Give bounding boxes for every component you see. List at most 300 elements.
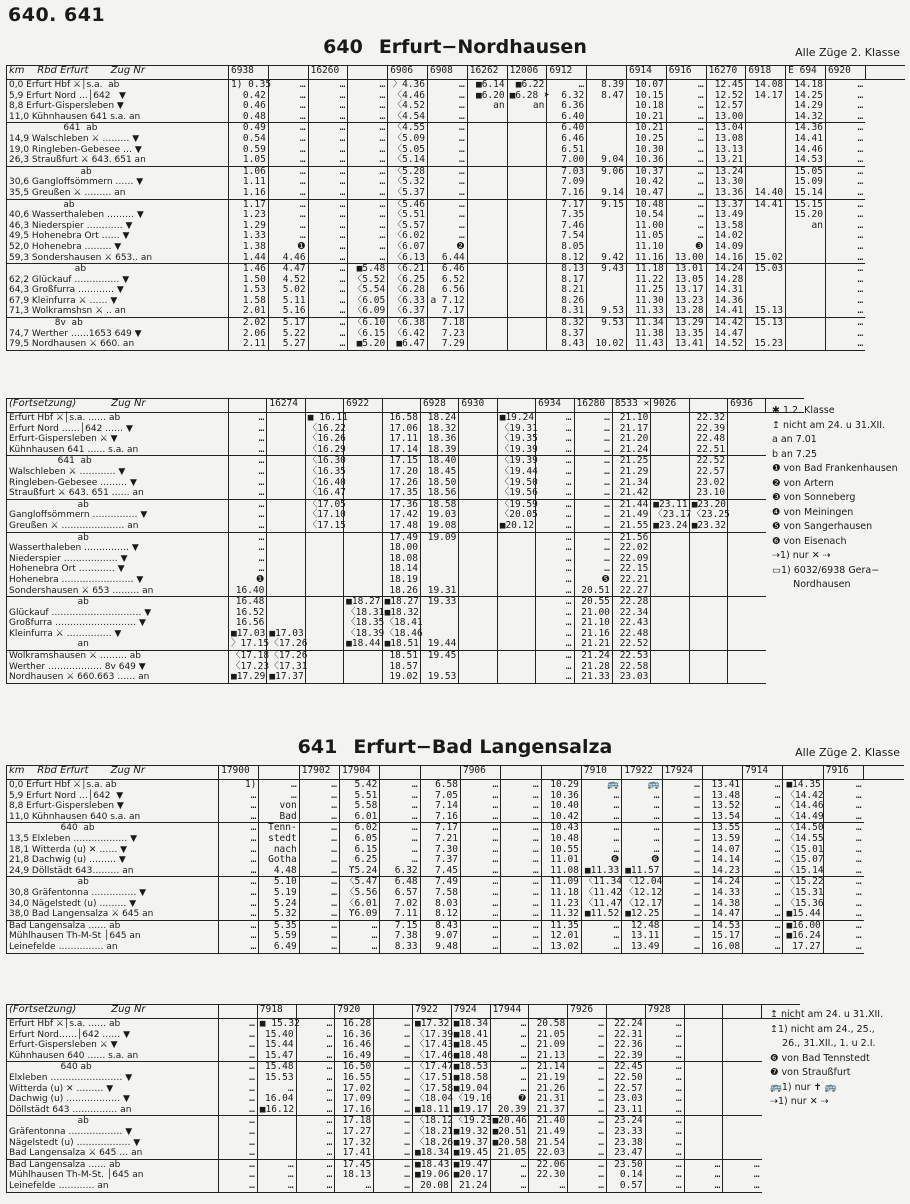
departure-time: 14.36 bbox=[786, 123, 826, 134]
departure-time bbox=[344, 478, 382, 489]
departure-time bbox=[728, 543, 766, 554]
table-row bbox=[7, 80, 906, 91]
departure-time: 12.52 bbox=[706, 91, 746, 102]
departure-time: an bbox=[507, 101, 547, 112]
departure-time: … bbox=[501, 931, 541, 942]
departure-time: 17.45 bbox=[335, 1159, 374, 1170]
departure-time: 〈18.41 bbox=[382, 618, 420, 629]
departure-time: 14.16 bbox=[706, 253, 746, 264]
departure-time: 19.45 bbox=[420, 651, 458, 662]
table-row bbox=[7, 639, 805, 650]
departure-time: 〈17.46 bbox=[412, 1051, 451, 1062]
departure-time bbox=[267, 424, 305, 435]
departure-time bbox=[651, 478, 689, 489]
departure-time: … bbox=[645, 1170, 684, 1181]
station-name: 8,8 Erfurt-Gispersleben ▼ bbox=[7, 101, 229, 112]
departure-time bbox=[651, 672, 689, 683]
departure-time bbox=[267, 413, 305, 424]
departure-time bbox=[305, 629, 343, 640]
departure-time: … bbox=[427, 231, 467, 242]
departure-time: 9.43 bbox=[587, 264, 627, 275]
departure-time: 7.16 bbox=[420, 812, 460, 823]
departure-time: 6.01 bbox=[340, 812, 380, 823]
departure-time bbox=[746, 145, 786, 156]
departure-time: … bbox=[268, 145, 308, 156]
departure-time: ❶ bbox=[268, 242, 308, 253]
departure-time: … bbox=[825, 275, 865, 286]
departure-time: 8.03 bbox=[420, 899, 460, 910]
departure-time bbox=[746, 101, 786, 112]
departure-time: 21.05 bbox=[490, 1148, 529, 1159]
departure-time: … bbox=[460, 780, 500, 791]
departure-time: 〈6.01 bbox=[340, 899, 380, 910]
departure-time: … bbox=[229, 521, 267, 532]
departure-time: … bbox=[574, 478, 612, 489]
departure-time: 16.04 bbox=[257, 1094, 296, 1105]
departure-time: 〈19.39 bbox=[497, 456, 535, 467]
departure-time: 14.53 bbox=[702, 920, 742, 931]
table-row bbox=[7, 942, 905, 953]
departure-time: … bbox=[299, 801, 339, 812]
departure-time: 14.41 bbox=[706, 306, 746, 317]
departure-time bbox=[497, 586, 535, 597]
departure-time: 〈17.18 bbox=[229, 651, 267, 662]
train-number: 8533 ✕ bbox=[612, 399, 650, 413]
departure-time: … bbox=[823, 812, 863, 823]
train-number bbox=[606, 1005, 645, 1019]
departure-time bbox=[459, 651, 497, 662]
train-number bbox=[497, 399, 535, 413]
departure-time: 21.09 bbox=[529, 1040, 568, 1051]
departure-time: 0.49 bbox=[229, 123, 269, 134]
station-name: 74,7 Werther ……1653 649 ▼ bbox=[7, 329, 229, 340]
departure-time bbox=[267, 499, 305, 510]
departure-time: … bbox=[501, 823, 541, 834]
station-name: Nordhausen ⚔ 660.663 …… an bbox=[7, 672, 229, 683]
legend-item: ❷ von Artern bbox=[772, 477, 834, 489]
station-name: Erfurt Nord ……│642 …… ▼ bbox=[7, 424, 229, 435]
departure-time: 13.48 bbox=[702, 791, 742, 802]
station-name: 30,8 Gräfentonna …………… ▼ bbox=[7, 888, 219, 899]
train-number: 6912 bbox=[547, 66, 587, 80]
departure-time: 6.57 bbox=[380, 888, 420, 899]
departure-time: … bbox=[229, 488, 267, 499]
departure-time: 5.02 bbox=[268, 285, 308, 296]
departure-time bbox=[507, 318, 547, 329]
departure-time: 〈19.59 bbox=[497, 499, 535, 510]
train-number bbox=[268, 66, 308, 80]
departure-time: 〈16.22 bbox=[305, 424, 343, 435]
legend-640 bbox=[772, 404, 898, 593]
departure-time: 12.01 bbox=[541, 931, 581, 942]
departure-time: 1.16 bbox=[229, 188, 269, 199]
station-name: Döllstädt 643 …………… an bbox=[7, 1105, 219, 1116]
departure-time bbox=[305, 564, 343, 575]
departure-time: … bbox=[299, 791, 339, 802]
departure-time: … bbox=[825, 339, 865, 350]
section-641-note: Alle Züge 2. Klasse bbox=[795, 746, 900, 759]
departure-time: 7.00 bbox=[547, 155, 587, 166]
departure-time: 1.06 bbox=[229, 166, 269, 177]
departure-time: 〈17.26 bbox=[267, 639, 305, 650]
departure-time bbox=[746, 166, 786, 177]
column-header-station: (Fortsetzung) Zug Nr bbox=[7, 399, 229, 413]
departure-time: 13.54 bbox=[702, 812, 742, 823]
departure-time: … bbox=[666, 101, 706, 112]
departure-time bbox=[651, 413, 689, 424]
departure-time: 21.19 bbox=[529, 1073, 568, 1084]
station-name: 52,0 Hohenebra ……… ▼ bbox=[7, 242, 229, 253]
departure-time: 13.30 bbox=[706, 177, 746, 188]
legend-item: ❻ von Bad Tennstedt bbox=[770, 1052, 870, 1064]
departure-time: 11.34 bbox=[626, 318, 666, 329]
station-name: 71,3 Wolkramshsn ⚔ .. an bbox=[7, 306, 229, 317]
train-number: 9026 bbox=[651, 399, 689, 413]
departure-time: … bbox=[574, 521, 612, 532]
departure-time bbox=[723, 1094, 762, 1105]
station-name: ab bbox=[7, 597, 229, 608]
departure-time: 21.40 bbox=[529, 1116, 568, 1127]
departure-time bbox=[651, 651, 689, 662]
departure-time: … bbox=[574, 554, 612, 565]
departure-time: … bbox=[825, 306, 865, 317]
departure-time: 18.50 bbox=[420, 478, 458, 489]
departure-time: … bbox=[268, 221, 308, 232]
departure-time: … bbox=[823, 942, 863, 953]
departure-time: 7.54 bbox=[547, 231, 587, 242]
departure-time: 7.09 bbox=[547, 177, 587, 188]
departure-time bbox=[507, 210, 547, 221]
departure-time: … bbox=[536, 424, 574, 435]
departure-time bbox=[305, 575, 343, 586]
departure-time: … bbox=[743, 823, 783, 834]
departure-time: 〈20.05 bbox=[497, 510, 535, 521]
departure-time: 10.29 bbox=[541, 780, 581, 791]
departure-time: 14.14 bbox=[702, 855, 742, 866]
departure-time bbox=[459, 672, 497, 683]
departure-time bbox=[723, 1040, 762, 1051]
departure-time: … bbox=[229, 413, 267, 424]
train-number bbox=[229, 399, 267, 413]
departure-time: … bbox=[374, 1170, 413, 1181]
departure-time: … bbox=[219, 920, 259, 931]
departure-time: 14.47 bbox=[706, 329, 746, 340]
departure-time: … bbox=[219, 791, 259, 802]
departure-time: … bbox=[308, 231, 348, 242]
departure-time bbox=[728, 456, 766, 467]
departure-time: 12.45 bbox=[706, 80, 746, 91]
departure-time: … bbox=[568, 1030, 607, 1041]
departure-time: 〈4.54 bbox=[388, 112, 428, 123]
departure-time: 〈17.39 bbox=[412, 1030, 451, 1041]
departure-time: 14.53 bbox=[786, 155, 826, 166]
departure-time: 21.24 bbox=[451, 1181, 490, 1192]
departure-time: 〈17.15 bbox=[305, 521, 343, 532]
departure-time: 22.53 bbox=[612, 651, 650, 662]
departure-time bbox=[459, 521, 497, 532]
departure-time: … bbox=[348, 210, 388, 221]
departure-time: ■18.45 bbox=[451, 1040, 490, 1051]
train-number bbox=[587, 66, 627, 80]
station-name: 13,5 Elxleben ……………… ▼ bbox=[7, 834, 219, 845]
departure-time: … bbox=[825, 285, 865, 296]
departure-time: 22.45 bbox=[606, 1062, 645, 1073]
departure-time: … bbox=[296, 1138, 335, 1149]
legend-item: ⇢1) nur ✕ ⇢ bbox=[772, 550, 831, 561]
departure-time bbox=[344, 521, 382, 532]
departure-time: … bbox=[574, 510, 612, 521]
departure-time: 13.01 bbox=[666, 264, 706, 275]
station-name: 40,6 Wasserthaleben ……… ▼ bbox=[7, 210, 229, 221]
departure-time: … bbox=[490, 1030, 529, 1041]
departure-time: … bbox=[348, 80, 388, 91]
departure-time bbox=[746, 123, 786, 134]
departure-time bbox=[344, 499, 382, 510]
departure-time bbox=[467, 296, 507, 307]
departure-time: stedt bbox=[259, 834, 299, 845]
departure-time: 8.39 bbox=[587, 80, 627, 91]
departure-time bbox=[507, 329, 547, 340]
departure-time bbox=[723, 1073, 762, 1084]
table-row bbox=[7, 445, 805, 456]
departure-time: 14.23 bbox=[702, 866, 742, 877]
train-number: 16274 bbox=[267, 399, 305, 413]
departure-time bbox=[267, 543, 305, 554]
departure-time: 15.14 bbox=[786, 188, 826, 199]
departure-time: ■14.35 bbox=[783, 780, 823, 791]
departure-time bbox=[467, 339, 507, 350]
departure-time: 1.44 bbox=[229, 253, 269, 264]
departure-time bbox=[267, 434, 305, 445]
departure-time bbox=[689, 672, 727, 683]
departure-time bbox=[651, 662, 689, 673]
departure-time bbox=[459, 413, 497, 424]
departure-time: 〈5.51 bbox=[388, 210, 428, 221]
departure-time: 14.18 bbox=[786, 80, 826, 91]
departure-time: … bbox=[645, 1073, 684, 1084]
departure-time: 5.11 bbox=[268, 296, 308, 307]
departure-time bbox=[467, 318, 507, 329]
departure-time: 2.11 bbox=[229, 339, 269, 350]
departure-time: … bbox=[825, 199, 865, 210]
departure-time: 12.57 bbox=[706, 101, 746, 112]
departure-time: … bbox=[662, 909, 702, 920]
station-name: Straußfurt ⚔ 643. 651 …… an bbox=[7, 488, 229, 499]
departure-time bbox=[689, 575, 727, 586]
departure-time: 4.46 bbox=[268, 253, 308, 264]
departure-time bbox=[305, 639, 343, 650]
departure-time: … bbox=[536, 532, 574, 543]
departure-time: 15.47 bbox=[257, 1051, 296, 1062]
departure-time: 〉4.36 bbox=[388, 80, 428, 91]
departure-time: 〈12.04 bbox=[622, 877, 662, 888]
departure-time: … bbox=[501, 780, 541, 791]
departure-time bbox=[723, 1030, 762, 1041]
departure-time: 8.47 bbox=[587, 91, 627, 102]
departure-time bbox=[689, 554, 727, 565]
departure-time: 〈4.52 bbox=[388, 101, 428, 112]
station-name: Gangloffsömmern …………… ▼ bbox=[7, 510, 229, 521]
departure-time: 7.14 bbox=[420, 801, 460, 812]
departure-time: … bbox=[536, 543, 574, 554]
departure-time bbox=[651, 488, 689, 499]
departure-time: 14.41 bbox=[746, 199, 786, 210]
departure-time: … bbox=[662, 877, 702, 888]
departure-time: … bbox=[825, 242, 865, 253]
departure-time: an bbox=[786, 221, 826, 232]
departure-time: 19.09 bbox=[420, 532, 458, 543]
departure-time: … bbox=[380, 834, 420, 845]
departure-time: … bbox=[296, 1148, 335, 1159]
departure-time: … bbox=[374, 1030, 413, 1041]
departure-time: … bbox=[743, 801, 783, 812]
station-name: ab bbox=[7, 499, 229, 510]
departure-time: 10.43 bbox=[541, 823, 581, 834]
departure-time: … bbox=[536, 488, 574, 499]
departure-time: ❺ bbox=[574, 575, 612, 586]
departure-time bbox=[786, 318, 826, 329]
departure-time: … bbox=[299, 899, 339, 910]
station-name: an bbox=[7, 639, 229, 650]
departure-time bbox=[746, 275, 786, 286]
departure-time: … bbox=[340, 920, 380, 931]
departure-time bbox=[587, 210, 627, 221]
departure-time: 〈5.14 bbox=[388, 155, 428, 166]
departure-time: 13.37 bbox=[706, 199, 746, 210]
departure-time: … bbox=[268, 210, 308, 221]
legend-item: ▭1) 6032/6938 Gera− bbox=[772, 564, 880, 576]
departure-time: 10.18 bbox=[626, 101, 666, 112]
departure-time: … bbox=[308, 242, 348, 253]
departure-time bbox=[459, 499, 497, 510]
departure-time: ■19.45 bbox=[451, 1148, 490, 1159]
departure-time: 14.29 bbox=[786, 101, 826, 112]
departure-time: ■11.52 bbox=[581, 909, 621, 920]
departure-time: 4.52 bbox=[268, 275, 308, 286]
departure-time bbox=[497, 564, 535, 575]
departure-time bbox=[689, 586, 727, 597]
departure-time: 22.27 bbox=[612, 586, 650, 597]
departure-time bbox=[723, 1062, 762, 1073]
departure-time: … bbox=[296, 1019, 335, 1030]
departure-time: … bbox=[299, 780, 339, 791]
station-name: Greußen ⚔ ………………… an bbox=[7, 521, 229, 532]
departure-time: a 7.12 bbox=[427, 296, 467, 307]
departure-time: … bbox=[219, 1159, 258, 1170]
departure-time: 1) 0.35 bbox=[229, 80, 269, 91]
station-name: 21,8 Dachwig (u) ……… ▼ bbox=[7, 855, 219, 866]
departure-time: 〈5.57 bbox=[388, 221, 428, 232]
departure-time: 22.52 bbox=[689, 456, 727, 467]
departure-time: 〈18.39 bbox=[344, 629, 382, 640]
departure-time: ■23.20 bbox=[689, 499, 727, 510]
station-name: Ringleben-Gebesee ……… ▼ bbox=[7, 478, 229, 489]
departure-time: 〈18.31 bbox=[344, 608, 382, 619]
departure-time: 6.58 bbox=[420, 780, 460, 791]
departure-time bbox=[684, 1094, 723, 1105]
departure-time bbox=[507, 112, 547, 123]
departure-time bbox=[723, 1148, 762, 1159]
departure-time: 11.16 bbox=[626, 253, 666, 264]
departure-time: … bbox=[348, 188, 388, 199]
departure-time: … bbox=[666, 134, 706, 145]
departure-time: 〈6.42 bbox=[388, 329, 428, 340]
departure-time: … bbox=[662, 823, 702, 834]
departure-time bbox=[467, 285, 507, 296]
departure-time: … bbox=[536, 499, 574, 510]
departure-time: … bbox=[501, 845, 541, 856]
table-row bbox=[7, 413, 805, 424]
departure-time bbox=[728, 639, 766, 650]
table-row bbox=[7, 306, 906, 317]
departure-time: 6.15 bbox=[340, 845, 380, 856]
departure-time bbox=[587, 242, 627, 253]
train-number: 6906 bbox=[388, 66, 428, 80]
departure-time: 5.32 bbox=[259, 909, 299, 920]
table-row bbox=[7, 672, 805, 683]
departure-time: … bbox=[296, 1073, 335, 1084]
departure-time bbox=[459, 639, 497, 650]
departure-time: … bbox=[374, 1094, 413, 1105]
departure-time bbox=[507, 242, 547, 253]
train-number bbox=[348, 66, 388, 80]
departure-time: 0.57 bbox=[606, 1181, 645, 1192]
departure-time: 15.53 bbox=[257, 1073, 296, 1084]
departure-time: … bbox=[490, 1040, 529, 1051]
departure-time: 22.58 bbox=[612, 662, 650, 673]
departure-time: 4.48 bbox=[259, 866, 299, 877]
departure-time: 6.46 bbox=[547, 134, 587, 145]
departure-time: 〈15.36 bbox=[783, 899, 823, 910]
departure-time: 9.07 bbox=[420, 931, 460, 942]
departure-time: 〈14.50 bbox=[783, 823, 823, 834]
departure-time: 22.28 bbox=[612, 597, 650, 608]
timetable-641-part2 bbox=[6, 1004, 800, 1193]
departure-time: 〈18.21 bbox=[412, 1127, 451, 1138]
departure-time: 14.25 bbox=[786, 91, 826, 102]
departure-time bbox=[746, 221, 786, 232]
departure-time bbox=[507, 199, 547, 210]
station-name: Leinefelde …………… an bbox=[7, 942, 219, 953]
departure-time: 21.24 bbox=[612, 445, 650, 456]
departure-time: 14.40 bbox=[746, 188, 786, 199]
station-name: 67,9 Kleinfurra ⚔ …… ▼ bbox=[7, 296, 229, 307]
departure-time bbox=[507, 296, 547, 307]
departure-time: ■23.24 bbox=[651, 521, 689, 532]
departure-time bbox=[467, 231, 507, 242]
departure-time bbox=[684, 1030, 723, 1041]
departure-time: 〈11.47 bbox=[581, 899, 621, 910]
departure-time: 22.15 bbox=[612, 564, 650, 575]
departure-time: 21.42 bbox=[612, 488, 650, 499]
departure-time: 〈14.49 bbox=[783, 812, 823, 823]
departure-time bbox=[467, 199, 507, 210]
departure-time: … bbox=[568, 1170, 607, 1181]
departure-time bbox=[689, 662, 727, 673]
station-name: ab bbox=[7, 264, 229, 275]
departure-time bbox=[497, 608, 535, 619]
departure-time: 5.42 bbox=[340, 780, 380, 791]
departure-time: 15.23 bbox=[746, 339, 786, 350]
departure-time: … bbox=[348, 101, 388, 112]
departure-time: 22.51 bbox=[689, 445, 727, 456]
departure-time bbox=[651, 467, 689, 478]
departure-time: … bbox=[622, 801, 662, 812]
departure-time bbox=[746, 134, 786, 145]
departure-time: … bbox=[308, 318, 348, 329]
departure-time: … bbox=[308, 306, 348, 317]
table-row bbox=[7, 199, 906, 210]
